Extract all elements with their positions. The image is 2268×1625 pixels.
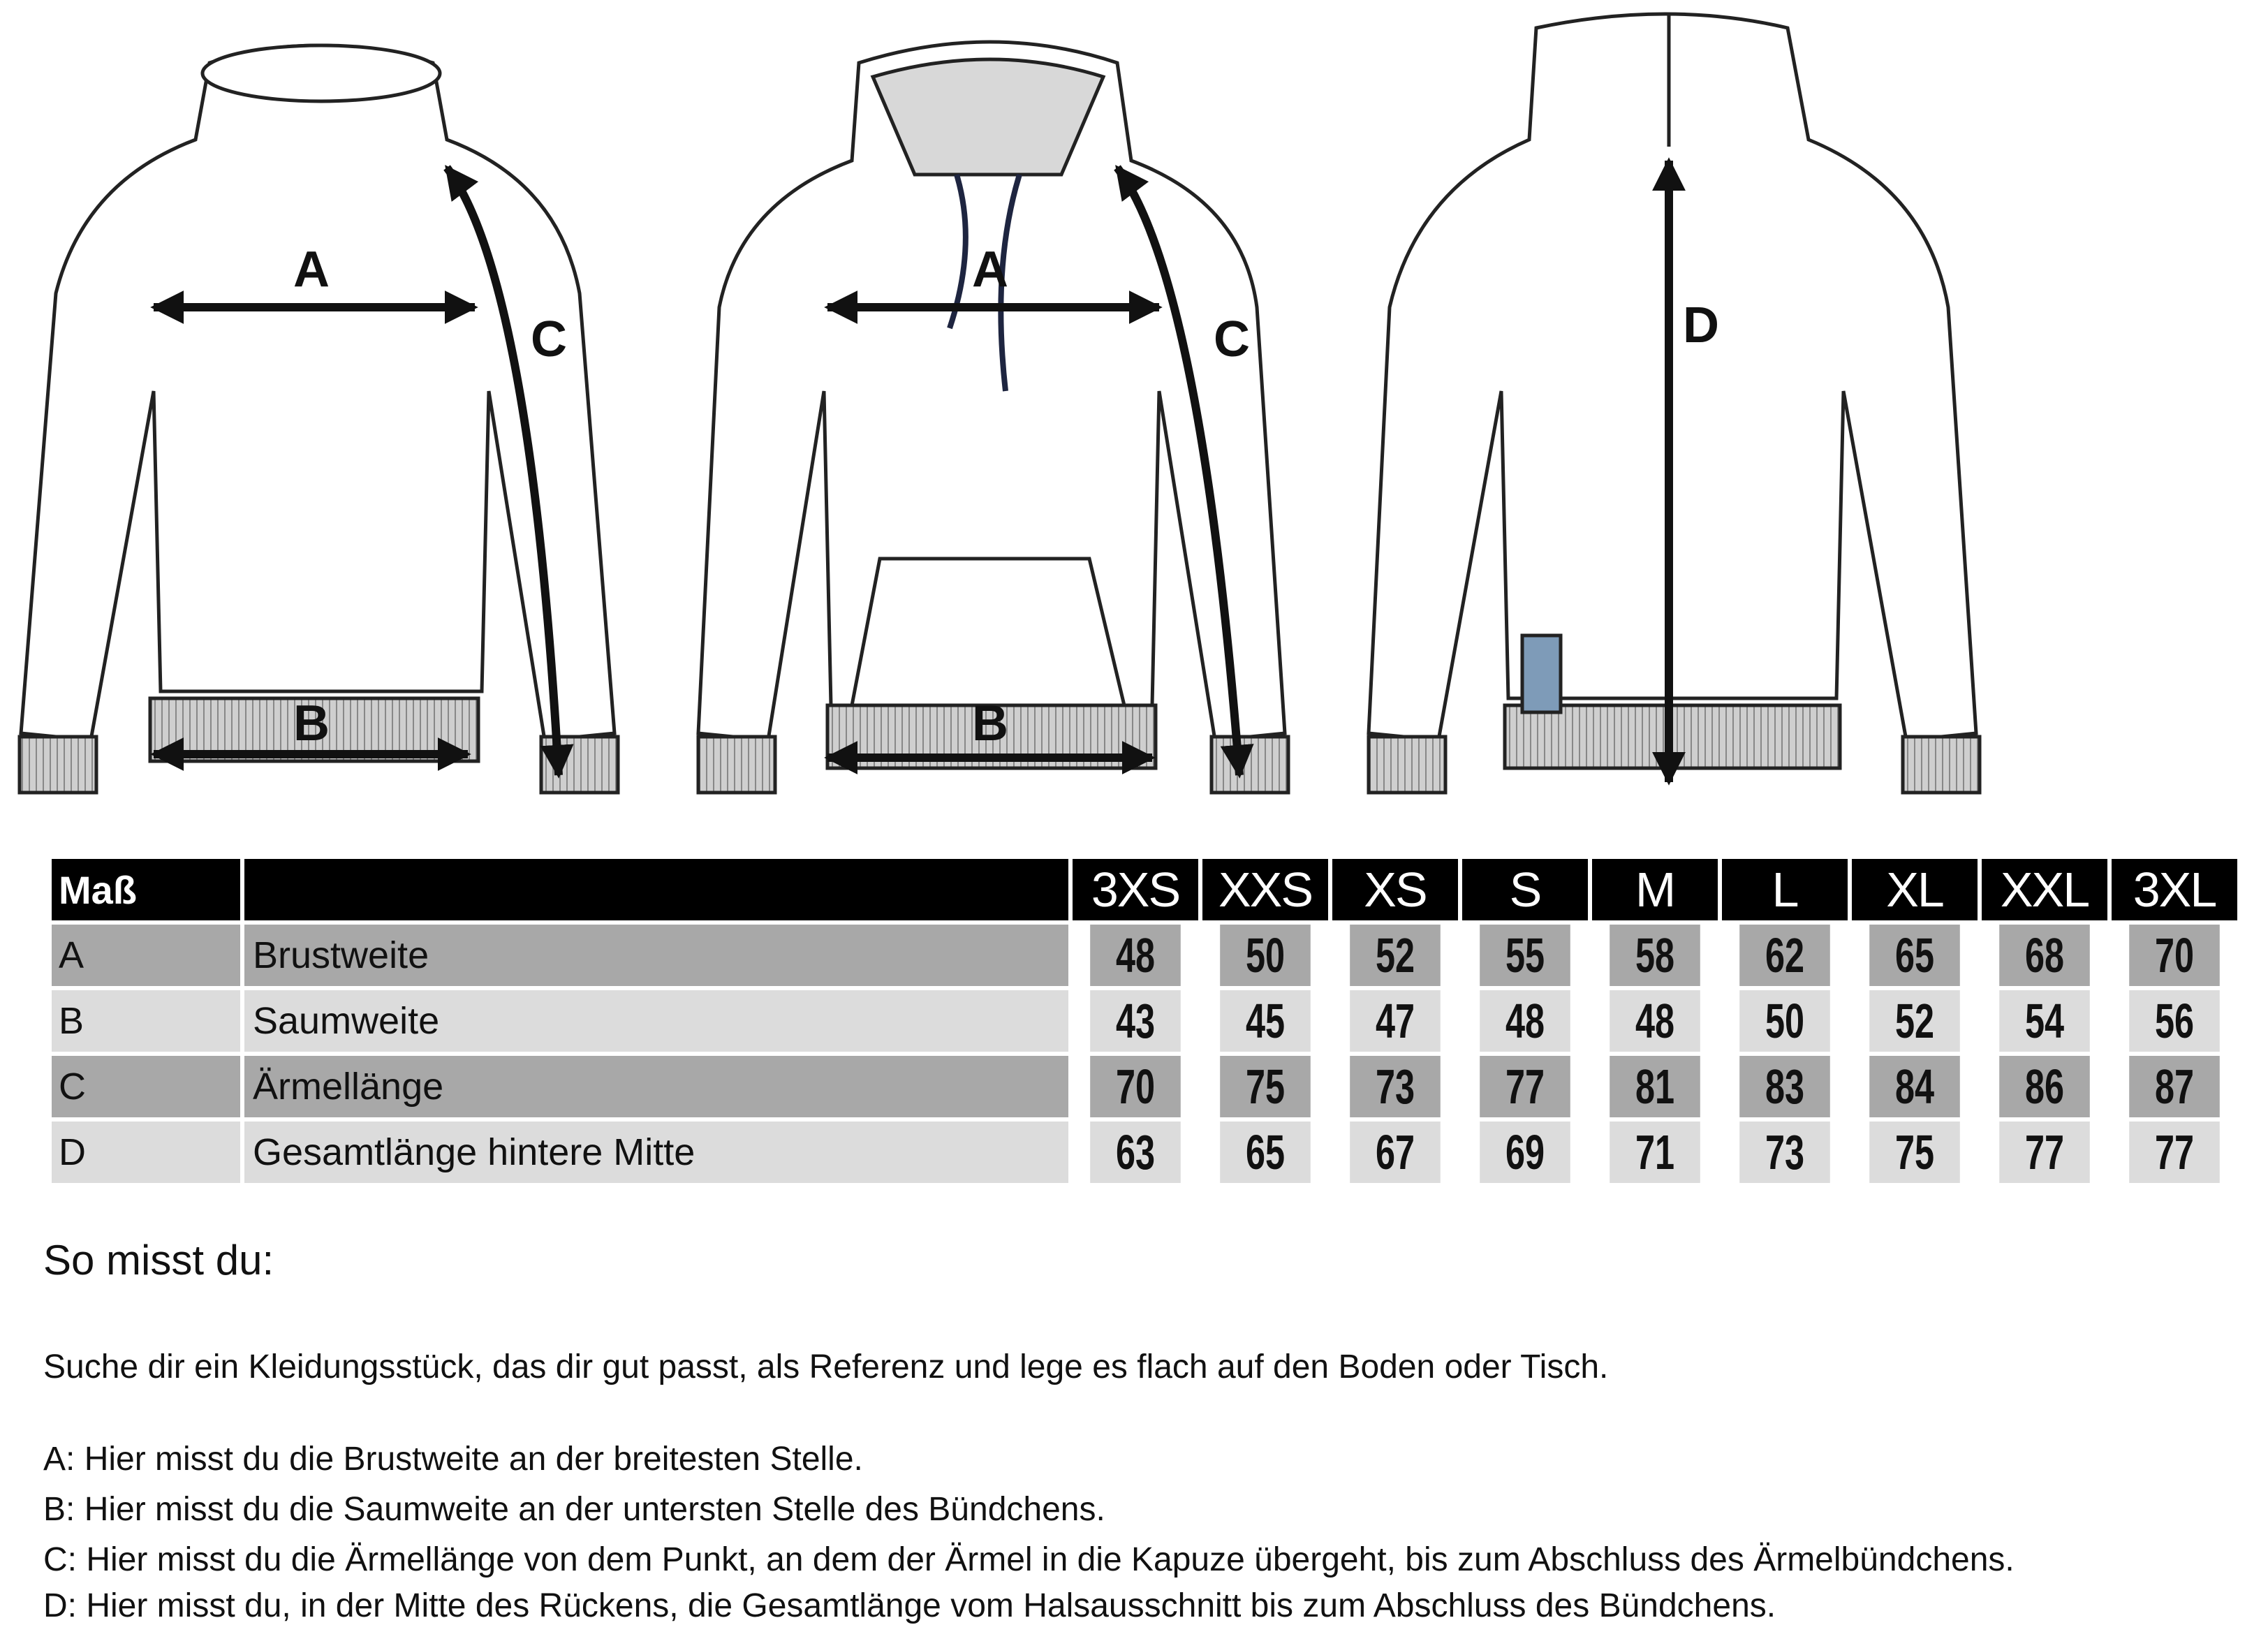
- row-name: Gesamtlänge hintere Mitte: [244, 1122, 1068, 1183]
- header-size: XS: [1332, 859, 1458, 920]
- label-d: D: [1683, 297, 1719, 353]
- cell-value: 75: [1220, 1056, 1311, 1117]
- instruction-step-d: D: Hier misst du, in der Mitte des Rückens, die Gesamtlänge vom Halsausschnitt bis zum Abschluss des Bündchens.: [43, 1587, 1776, 1624]
- size-table: [47, 855, 2241, 1187]
- table-row: [52, 925, 2237, 986]
- header-size: 3XL: [2112, 859, 2237, 920]
- row-code: B: [52, 990, 240, 1052]
- header-size: XXL: [1982, 859, 2107, 920]
- cell-value: 70: [2129, 925, 2220, 986]
- cell-value: 77: [1480, 1056, 1570, 1117]
- cell-value: 54: [1999, 990, 2090, 1052]
- cell-value: 56: [2129, 990, 2220, 1052]
- cell-value: 81: [1610, 1056, 1700, 1117]
- header-size: XXS: [1202, 859, 1328, 920]
- cell-value: 43: [1090, 990, 1181, 1052]
- instructions-title: So misst du:: [43, 1237, 274, 1284]
- header-size: XL: [1852, 859, 1978, 920]
- cell-value: 62: [1739, 925, 1830, 986]
- header-size: M: [1592, 859, 1718, 920]
- cell-value: 52: [1350, 925, 1441, 986]
- cell-value: 47: [1350, 990, 1441, 1052]
- cell-value: 63: [1090, 1122, 1181, 1183]
- cell-value: 48: [1480, 990, 1570, 1052]
- garment-diagrams: [0, 0, 2268, 810]
- cell-value: 58: [1610, 925, 1700, 986]
- row-name: Brustweite: [244, 925, 1068, 986]
- table-row: [52, 990, 2237, 1052]
- cell-value: 77: [2129, 1122, 2220, 1183]
- header-size: L: [1722, 859, 1848, 920]
- row-name: Saumweite: [244, 990, 1068, 1052]
- cell-value: 70: [1090, 1056, 1181, 1117]
- row-name: Ärmellänge: [244, 1056, 1068, 1117]
- table-header-row: [52, 859, 2237, 920]
- cell-value: 52: [1869, 990, 1960, 1052]
- label-b-1: B: [293, 696, 330, 751]
- cell-value: 86: [1999, 1056, 2090, 1117]
- cell-value: 87: [2129, 1056, 2220, 1117]
- cell-value: 45: [1220, 990, 1311, 1052]
- cell-value: 71: [1610, 1122, 1700, 1183]
- cell-value: 73: [1739, 1122, 1830, 1183]
- cell-value: 55: [1480, 925, 1570, 986]
- cell-value: 75: [1869, 1122, 1960, 1183]
- label-a-1: A: [293, 242, 330, 297]
- cell-value: 48: [1090, 925, 1181, 986]
- cell-value: 69: [1480, 1122, 1570, 1183]
- label-b-2: B: [972, 696, 1008, 751]
- label-a-2: A: [972, 242, 1008, 297]
- cell-value: 73: [1350, 1056, 1441, 1117]
- cell-value: 83: [1739, 1056, 1830, 1117]
- cell-value: 68: [1999, 925, 2090, 986]
- cell-value: 67: [1350, 1122, 1441, 1183]
- label-c-2: C: [1214, 311, 1250, 367]
- cell-value: 77: [1999, 1122, 2090, 1183]
- label-c-1: C: [531, 311, 567, 367]
- instructions-intro: Suche dir ein Kleidungsstück, das dir gut passt, als Referenz und lege es flach auf den Boden oder Tisch.: [43, 1348, 1609, 1385]
- table-row: [52, 1122, 2237, 1183]
- hoodie-back: [1369, 14, 1980, 793]
- cell-value: 48: [1610, 990, 1700, 1052]
- instruction-step-c: C: Hier misst du die Ärmellänge von dem Punkt, an dem der Ärmel in die Kapuze übergeht, bis zum Abschluss des Ärmelbündchens.: [43, 1541, 2015, 1578]
- instruction-step-a: A: Hier misst du die Brustweite an der breitesten Stelle.: [43, 1441, 863, 1478]
- cell-value: 65: [1220, 1122, 1311, 1183]
- row-code: D: [52, 1122, 240, 1183]
- header-blank: [244, 859, 1068, 920]
- cell-value: 65: [1869, 925, 1960, 986]
- table-row: [52, 1056, 2237, 1117]
- instruction-step-b: B: Hier misst du die Saumweite an der untersten Stelle des Bündchens.: [43, 1491, 1105, 1528]
- cell-value: 50: [1220, 925, 1311, 986]
- header-size: 3XS: [1073, 859, 1198, 920]
- cell-value: 50: [1739, 990, 1830, 1052]
- header-mass: Maß: [52, 859, 240, 920]
- cell-value: 84: [1869, 1056, 1960, 1117]
- row-code: C: [52, 1056, 240, 1117]
- header-size: S: [1462, 859, 1588, 920]
- row-code: A: [52, 925, 240, 986]
